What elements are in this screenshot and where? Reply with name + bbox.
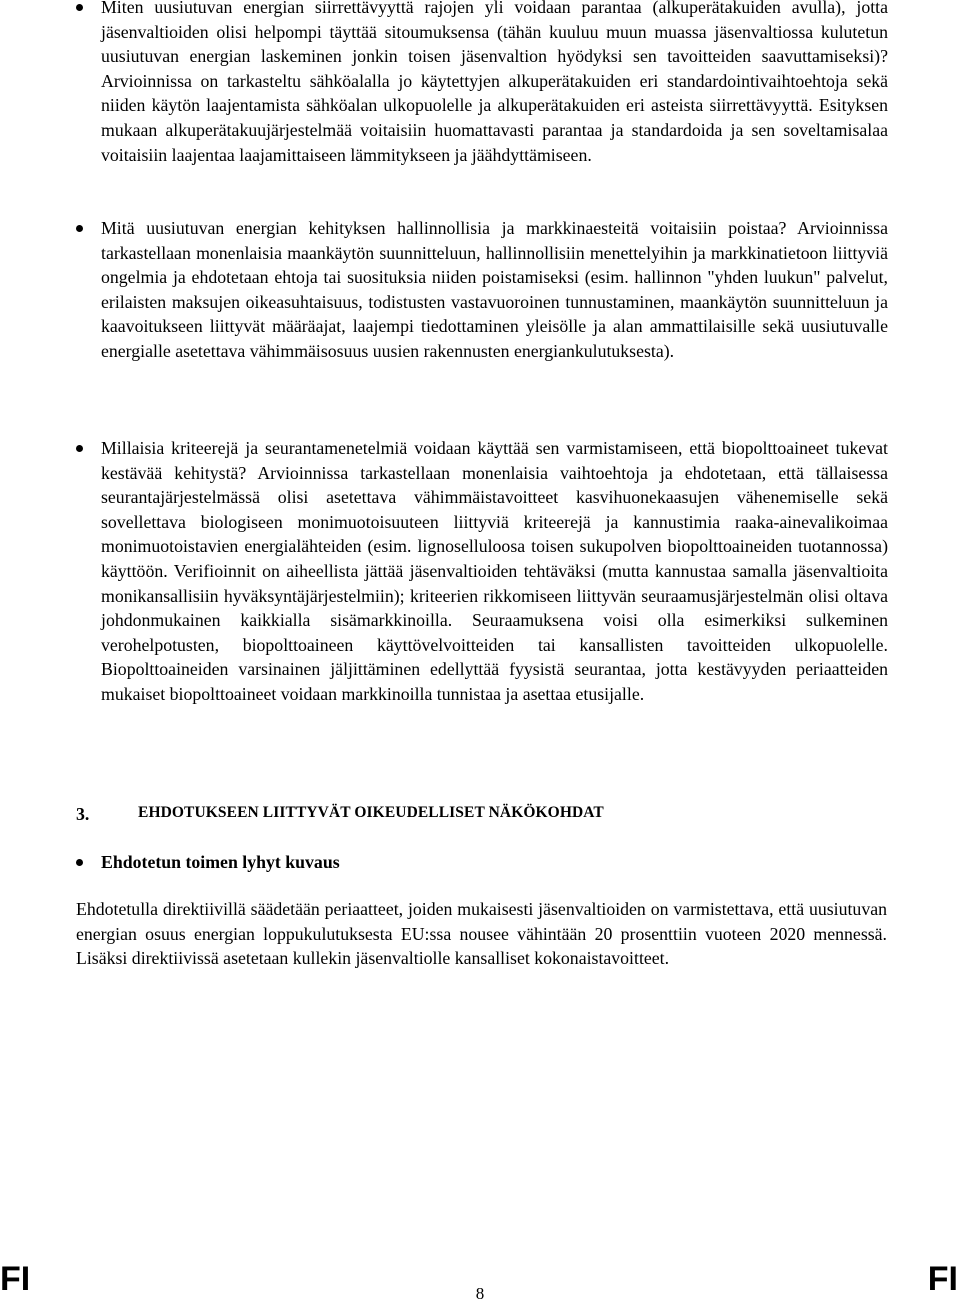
list-item [76,216,888,364]
section-title: EHDOTUKSEEN LIITTYVÄT OIKEUDELLISET NÄKÖKOHDAT [138,804,604,821]
list-item-text: Millaisia kriteerejä ja seurantamenetelmiä voidaan käyttää sen varmistamiseen, että biopolttoaineet tukevat kestävää kehitystä? Arvioinnissa tarkastellaan monenlaisia vaihtoehtoja ja ehdotetaan, että tällaisessa seurantajärjestelmässä olisi asetettava vähimmäistavoitteet kasvihuonekaasujen vähenemiselle sekä sovellettava biologiseen monimuotoisuuteen liittyviä kriteerejä ja kannustimia raaka-ainevalikoimaa monimuotoistavien energialähteiden (esim. lignoselluloosa toisen sukupolven biopolttoaineiden tuotannossa) käyttöön. Verifioinnit on aiheellista jättää jäsenvaltioiden tehtäväksi (mutta kannustaa samalla jäsenvaltioita monikansallisiin hyväksyntäjärjestelmiin); kriteerien rikkomiseen liittyvän seuraamusjärjestelmän olisi oltava johdonmukainen kaikkialla sisämarkkinoilla. Seuraamuksena voisi olla esimerkiksi sulkeminen verohelpotusten, biopolttoaineen käyttövelvoitteiden tai kansallisten tavoitteiden ulkopuolelle. Biopolttoaineiden varsinainen jäljittäminen edellyttää fyysistä seurantaa, jotta kestävyyden periaatteiden mukaiset biopolttoaineet voidaan markkinoilla tunnistaa ja asettaa etusijalle. [101,438,888,704]
list-item-text: Miten uusiutuvan energian siirrettävyyttä rajojen yli voidaan parantaa (alkuperätakuiden avulla), jotta jäsenvaltioiden olisi helpompi täyttää sitoumuksensa (tähän kuuluu muun muassa jäsenvaltiossa kulutetun uusiutuvan energian laskeminen jonkin toisen jäsenvaltion hyödyksi sen tavoitteiden saavuttamiseksi)? Arvioinnissa on tarkasteltu sähköalalla jo käytettyjen alkuperätakuiden eri standardointivaihtoehtoja sekä niiden käytön laajentamista sähköalan ulkopuolelle ja alkuperätakuiden eri asteista siirrettävyyttä. Esityksen mukaan alkuperätakuujärjestelmää voitaisiin huomattavasti parantaa ja standardoida ja sen soveltamisalaa voitaisiin laajentaa laajamittaiseen lämmitykseen ja jäähdyttämiseen. [101,0,888,165]
subheading-item [76,850,888,875]
footer-language-left: FI [0,1260,31,1298]
bullet-icon [76,445,83,452]
section-number: 3. [76,804,90,824]
footer-language-right: FI [927,1260,958,1298]
subheading: Ehdotetun toimen lyhyt kuvaus [101,852,340,872]
bullet-icon [76,4,83,11]
bullet-icon [76,225,83,232]
page-number: 8 [475,1284,485,1303]
list-item [76,436,888,707]
bullet-icon [76,859,83,866]
body-paragraph: Ehdotetulla direktiivillä säädetään periaatteet, joiden mukaisesti jäsenvaltioiden on varmistettava, että uusiutuvan energian osuus energian loppukulutuksesta EU:ssa nousee vähintään 20 prosenttiin vuoteen 2020 mennessä. Lisäksi direktiivissä asetetaan kullekin jäsenvaltiolle kansalliset kokonaistavoitteet. [76,899,887,969]
list-item [76,0,888,167]
list-item-text: Mitä uusiutuvan energian kehityksen hallinnollisia ja markkinaesteitä voitaisiin poistaa? Arvioinnissa tarkastellaan monenlaisia maankäytön suunnitteluun, hallinnollisiin menettelyihin ja markkinatietoon liittyviä ongelmia ja ehdotetaan ehtoja tai suosituksia niiden poistamiseksi (esim. hallinnon "yhden luukun" palvelut, erilaisten maksujen oikeasuhtaisuus, todistusten vastavuoroinen tunnustaminen, maankäytön suunnitteluun ja kaavoitukseen liittyvät määräajat, laajempi tiedottaminen yleisölle ja alan ammattilaisille sekä uusiutuvalle energialle asetettava vähimmäisosuus uusien rakennusten energiankulutuksesta). [101,218,888,361]
